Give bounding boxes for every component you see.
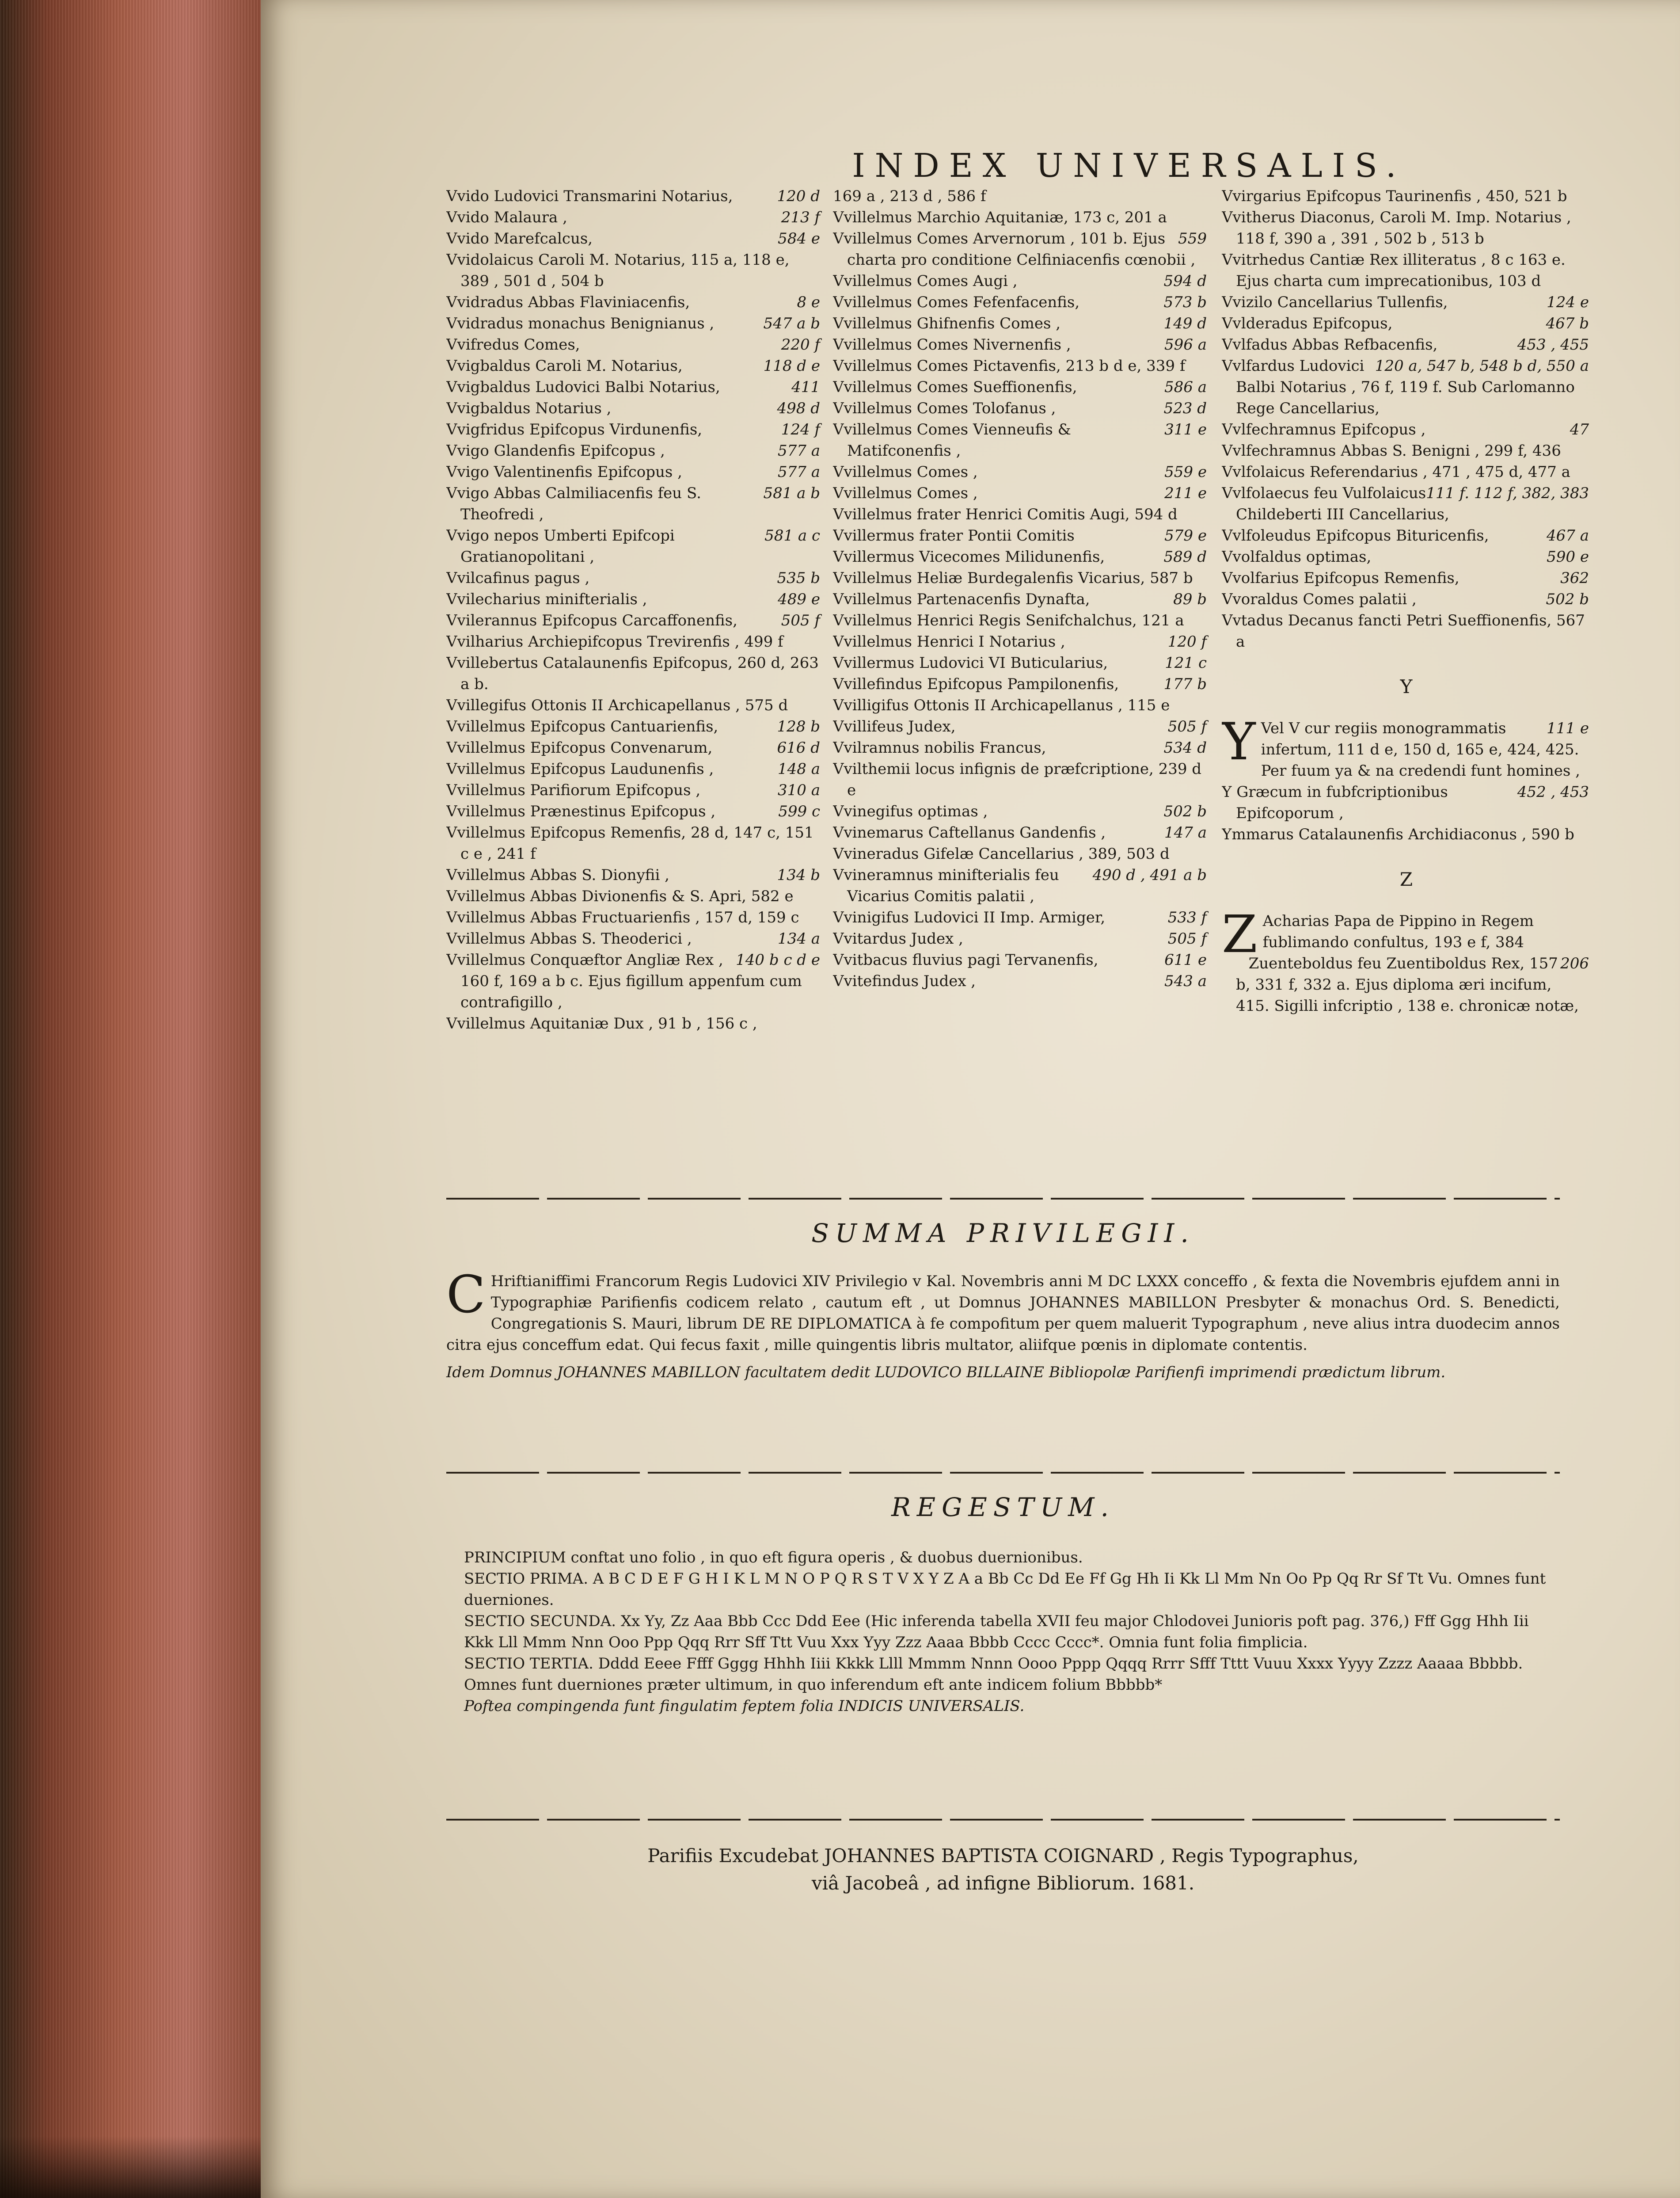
entry-ref: 584 e bbox=[778, 230, 820, 248]
entry-ref: 311 e bbox=[1164, 421, 1207, 438]
entry-ref: 453 , 455 bbox=[1517, 336, 1589, 354]
entry-ref: 411 bbox=[791, 378, 820, 396]
index-entry bbox=[446, 758, 822, 780]
index-entry bbox=[833, 674, 1209, 695]
entry-ref: 111 e bbox=[1547, 720, 1589, 737]
entry-term: Vvlfardus Ludovici Balbi Notarius , 76 f, 119 f. Sub Carlomanno Rege Cancellarius, bbox=[1222, 357, 1575, 417]
entry-term: Vvido Ludovici Transmarini Notarius, bbox=[446, 187, 733, 205]
index-entry bbox=[446, 928, 822, 949]
index-entry bbox=[833, 758, 1209, 801]
entry-term: Vvillermus Vicecomes Milidunenfis, bbox=[833, 548, 1105, 566]
index-entry bbox=[446, 949, 822, 1013]
entry-term: Vvillelmus Prænestinus Epifcopus , bbox=[446, 803, 716, 820]
section-divider bbox=[446, 1814, 1560, 1825]
index-list-y bbox=[1222, 712, 1591, 845]
index-entry bbox=[833, 546, 1209, 568]
entry-term: Vvilerannus Epifcopus Carcaffonenfis, bbox=[446, 612, 737, 629]
index-entry bbox=[446, 780, 822, 801]
entry-term: Vvillelmus Henrici I Notarius , bbox=[833, 633, 1065, 651]
section-divider bbox=[446, 1193, 1560, 1204]
index-entry bbox=[446, 313, 822, 334]
entry-term: Vvoraldus Comes palatii , bbox=[1222, 590, 1417, 608]
entry-ref: 589 d bbox=[1163, 548, 1207, 566]
entry-ref: 467 a bbox=[1547, 527, 1589, 545]
drop-cap: Z bbox=[1222, 905, 1258, 964]
entry-term: Vvillermus Ludovici VI Buticularius, bbox=[833, 654, 1108, 672]
entry-ref: 147 a bbox=[1164, 824, 1207, 842]
index-entry bbox=[446, 228, 822, 249]
entry-term: Vvlfolaecus feu Vulfolaicus Childeberti III Cancellarius, bbox=[1222, 484, 1449, 523]
entry-ref: 535 b bbox=[777, 569, 820, 587]
index-column-2 bbox=[833, 186, 1209, 1167]
index-entry bbox=[446, 186, 822, 207]
entry-term: Vvlfechramnus Epifcopus , bbox=[1222, 421, 1426, 438]
entry-term: Vvinemarus Caftellanus Gandenfis , bbox=[833, 824, 1106, 842]
entry-term: Vvolfaldus optimas, bbox=[1222, 548, 1372, 566]
index-entry bbox=[446, 440, 822, 461]
entry-ref: 505 f bbox=[781, 612, 820, 629]
entry-ref: 543 a bbox=[1164, 972, 1207, 990]
entry-ref: 149 d bbox=[1163, 315, 1207, 332]
entry-term: Vvillermus frater Pontii Comitis bbox=[833, 527, 1075, 545]
entry-term: Vvillelmus Comes , bbox=[833, 463, 978, 481]
index-entry bbox=[833, 568, 1209, 589]
index-entry bbox=[833, 355, 1209, 377]
index-entry bbox=[446, 355, 822, 377]
entry-ref: 581 a c bbox=[764, 527, 820, 545]
index-entry bbox=[446, 610, 822, 631]
entry-ref: 148 a bbox=[778, 760, 820, 778]
index-entry bbox=[446, 631, 822, 652]
entry-term: Vvillefindus Epifcopus Pampilonenfis, bbox=[833, 675, 1119, 693]
index-column-3 bbox=[1222, 186, 1591, 1167]
entry-term: Vvigbaldus Ludovici Balbi Notarius, bbox=[446, 378, 720, 396]
book-page bbox=[261, 0, 1680, 2198]
entry-term: Vvlfolaicus Referendarius , 471 , 475 d, 477 a bbox=[1222, 463, 1570, 481]
index-entry bbox=[446, 737, 822, 758]
entry-ref: 120 d bbox=[777, 187, 820, 205]
index-entry bbox=[1222, 483, 1591, 525]
index-entry bbox=[833, 270, 1209, 292]
entry-term: Y Græcum in fubfcriptionibus Epifcoporum , bbox=[1222, 783, 1448, 822]
entry-ref: 599 c bbox=[778, 803, 820, 820]
index-entry bbox=[1222, 824, 1591, 845]
index-entry bbox=[833, 695, 1209, 716]
entry-term: Vvlfechramnus Abbas S. Benigni , 299 f, 436 bbox=[1222, 442, 1561, 460]
entry-term: Vvineramnus minifterialis feu Vicarius Comitis palatii , bbox=[833, 866, 1059, 905]
drop-cap: C bbox=[446, 1265, 486, 1325]
index-entry bbox=[833, 207, 1209, 228]
entry-term: Vvigbaldus Notarius , bbox=[446, 400, 612, 417]
index-entry bbox=[833, 907, 1209, 928]
entry-ref: 490 d , 491 a b bbox=[1092, 866, 1207, 884]
entry-term: Vvillelmus Epifcopus Remenfis, 28 d, 147 c, 151 c e , 241 f bbox=[446, 824, 814, 863]
index-entry bbox=[833, 313, 1209, 334]
index-entry bbox=[1222, 313, 1591, 334]
privilege-text bbox=[446, 1265, 1560, 1389]
entry-term: Vvlfoleudus Epifcopus Bituricenfis, bbox=[1222, 527, 1489, 545]
index-entry bbox=[1222, 355, 1591, 419]
entry-term: Vvtadus Decanus fancti Petri Sueffionenfis, 567 a bbox=[1222, 612, 1585, 651]
entry-term: Vvillelmus Comes Nivernenfis , bbox=[833, 336, 1071, 354]
entry-term: Vvillebertus Catalaunenfis Epifcopus, 260 d, 263 a b. bbox=[446, 654, 819, 693]
section-divider bbox=[446, 1467, 1560, 1478]
entry-ref: 523 d bbox=[1163, 400, 1207, 417]
entry-ref: 559 e bbox=[1164, 463, 1207, 481]
index-list-z bbox=[1222, 905, 1591, 1017]
index-entry bbox=[1222, 292, 1591, 313]
index-entry bbox=[833, 737, 1209, 758]
index-entry bbox=[1222, 589, 1591, 610]
entry-term: Vvineradus Gifelæ Cancellarius , 389, 503 d bbox=[833, 845, 1170, 863]
index-entry bbox=[1222, 249, 1591, 292]
index-entry bbox=[833, 801, 1209, 822]
entry-term: Vvillelmus Comes Augi , bbox=[833, 272, 1018, 290]
index-entry bbox=[1222, 334, 1591, 355]
index-entry bbox=[833, 525, 1209, 546]
entry-ref: 594 d bbox=[1163, 272, 1207, 290]
entry-term: Vvillelmus Epifcopus Laudunenfis , bbox=[446, 760, 714, 778]
entry-ref: 124 e bbox=[1547, 293, 1589, 311]
entry-ref: 213 f bbox=[781, 209, 820, 226]
entry-term: Vvillelmus Abbas S. Theoderici , bbox=[446, 930, 692, 948]
entry-term: Vvlfadus Abbas Refbacenfis, bbox=[1222, 336, 1438, 354]
regestum-line: SECTIO SECUNDA. Xx Yy, Zz Aaa Bbb Ccc Ddd Eee (Hic inferenda tabella XVII feu major Chlodovei Junioris poft pag. 376,) Fff Ggg Hhh Iii Kkk Lll Mmm Nnn Ooo Ppp Qqq Rrr Sff Ttt Vuu Xxx Yyy Zzz Aaaa Bbbb Cccc Cccc*. Omnia funt folia fimplicia. bbox=[464, 1612, 1529, 1651]
index-entry bbox=[833, 716, 1209, 737]
entry-term: Vvinigifus Ludovici II Imp. Armiger, bbox=[833, 909, 1106, 926]
entry-term: Vvidradus monachus Benignianus , bbox=[446, 315, 715, 332]
entry-ref: 128 b bbox=[777, 718, 820, 735]
privilege-body: Hriftianiffimi Francorum Regis Ludovici XIV Privilegio v Kal. Novembris anni M DC LXXX conceffo , & fexta die Novembris ejufdem anni in Typographiæ Parifienfis codicem relato , cautum eft , ut Domnus JOHANNES MABILLON Presbyter & monachus Ord. S. Benedicti, Congregationis S. Mauri, librum DE RE DIPLOMATICA à fe compofitum per quem maluerit Typographum , neve alius intra duodecim annos citra ejus conceffum edat. Qui fecus faxit , mille quingentis libris multator, aliifque pœnis in diplomate contentis. bbox=[446, 1272, 1560, 1354]
entry-ref: 616 d bbox=[777, 739, 820, 757]
entry-term: Vvidradus Abbas Flaviniacenfis, bbox=[446, 293, 690, 311]
index-entry bbox=[833, 631, 1209, 652]
entry-term: Vvitherus Diaconus, Caroli M. Imp. Notarius , 118 f, 390 a , 391 , 502 b , 513 b bbox=[1222, 209, 1571, 248]
entry-term: Vvitefindus Judex , bbox=[833, 972, 976, 990]
entry-ref: 89 b bbox=[1173, 590, 1207, 608]
index-entry bbox=[446, 292, 822, 313]
index-entry bbox=[833, 822, 1209, 843]
index-entry bbox=[1222, 610, 1591, 652]
entry-term: Vel V cur regiis monogrammatis infertum, 111 d e, 150 d, 165 e, 424, 425. Per fuum ya & na credendi funt homines , bbox=[1261, 720, 1580, 780]
index-entry bbox=[446, 419, 822, 440]
entry-term: Vvigfridus Epifcopus Virdunenfis, bbox=[446, 421, 703, 438]
entry-ref: 590 e bbox=[1547, 548, 1589, 566]
entry-term: Vvillelmus Comes Arvernorum , 101 b. Ejus charta pro conditione Celfiniacenfis cœnobii , bbox=[833, 230, 1196, 269]
entry-term: Vvillelmus Abbas Fructuarienfis , 157 d, 159 c bbox=[446, 909, 799, 926]
entry-ref: 120 f bbox=[1167, 633, 1207, 651]
entry-ref: 206 bbox=[1560, 955, 1589, 972]
index-entry bbox=[446, 716, 822, 737]
entry-term: Vvinegifus optimas , bbox=[833, 803, 988, 820]
summa-privilegii-title: SUMMA PRIVILEGII. bbox=[811, 1218, 1195, 1248]
entry-term: Vvillelmus Aquitaniæ Dux , 91 b , 156 c , bbox=[446, 1015, 757, 1032]
index-entry bbox=[833, 949, 1209, 971]
entry-term: Vvillelmus Henrici Regis Senifchalchus, 121 a bbox=[833, 612, 1184, 629]
imprint-line-1: Parifiis Excudebat JOHANNES BAPTISTA COIGNARD , Regis Typographus, bbox=[647, 1845, 1359, 1867]
section-letter-z: Z bbox=[1399, 869, 1413, 890]
entry-ref: 120 a, 547 b, 548 b d, 550 a bbox=[1375, 357, 1589, 375]
index-entry bbox=[833, 589, 1209, 610]
index-entry bbox=[833, 398, 1209, 419]
drop-cap: Y bbox=[1222, 712, 1256, 772]
entry-term: Vvillelmus Parifiorum Epifcopus , bbox=[446, 781, 701, 799]
entry-ref: 581 a b bbox=[763, 484, 820, 502]
entry-ref: 547 a b bbox=[763, 315, 820, 332]
entry-term: Vvitardus Judex , bbox=[833, 930, 963, 948]
entry-ref: 8 e bbox=[797, 293, 820, 311]
entry-term: Acharias Papa de Pippino in Regem fublimando confultus, 193 e f, 384 bbox=[1262, 912, 1534, 951]
regestum-line: SECTIO PRIMA. A B C D E F G H I K L M N O P Q R S T V X Y Z A a Bb Cc Dd Ee Ff Gg Hh Ii Kk Ll Mm Nn Oo Pp Qq Rr Sf Tt Vu. Omnes funt duerniones. bbox=[464, 1570, 1546, 1609]
entry-ref: 140 b c d e bbox=[736, 951, 820, 969]
index-entry bbox=[446, 461, 822, 483]
index-entry bbox=[1222, 953, 1591, 1017]
index-entry bbox=[446, 1013, 822, 1034]
entry-term: Vvido Malaura , bbox=[446, 209, 567, 226]
index-column-1 bbox=[446, 186, 822, 1167]
privilege-paragraph bbox=[446, 1265, 1560, 1356]
index-entry bbox=[446, 589, 822, 610]
entry-term: Vvigo Valentinenfis Epifcopus , bbox=[446, 463, 682, 481]
entry-term: Vvillelmus Conquæftor Angliæ Rex , 160 f, 169 a b c. Ejus figillum appenfum cum contrafigillo , bbox=[446, 951, 802, 1011]
index-entry bbox=[833, 461, 1209, 483]
index-entry bbox=[446, 207, 822, 228]
entry-ref: 579 e bbox=[1164, 527, 1207, 545]
index-entry bbox=[446, 695, 822, 716]
entry-ref: 577 a bbox=[778, 463, 820, 481]
entry-term: Vvillelmus Abbas Divionenfis & S. Apri, 582 e bbox=[446, 888, 794, 905]
index-entry bbox=[446, 568, 822, 589]
entry-ref: 124 f bbox=[781, 421, 820, 438]
imprint-line-2: viâ Jacobeâ , ad infigne Bibliorum. 1681. bbox=[811, 1872, 1195, 1894]
index-entry bbox=[446, 865, 822, 886]
index-entry bbox=[446, 249, 822, 292]
index-entry bbox=[446, 377, 822, 398]
index-entry bbox=[446, 334, 822, 355]
entry-ref: 596 a bbox=[1164, 336, 1207, 354]
entry-ref: 611 e bbox=[1164, 951, 1207, 969]
entry-term: Vvillelmus Marchio Aquitaniæ, 173 c, 201 a bbox=[833, 209, 1167, 226]
index-entry bbox=[1222, 568, 1591, 589]
index-entry bbox=[1222, 525, 1591, 546]
regestum-line: Poftea compingenda funt fingulatim feptem folia INDICIS UNIVERSALIS. bbox=[464, 1697, 1025, 1715]
entry-term: Vvifredus Comes, bbox=[446, 336, 580, 354]
entry-ref: 452 , 453 bbox=[1517, 783, 1589, 801]
entry-ref: 502 b bbox=[1163, 803, 1207, 820]
entry-ref: 134 a bbox=[778, 930, 820, 948]
entry-term: Vvitbacus fluvius pagi Tervanenfis, bbox=[833, 951, 1098, 969]
entry-ref: 489 e bbox=[778, 590, 820, 608]
index-entry bbox=[833, 228, 1209, 270]
index-entry bbox=[833, 292, 1209, 313]
index-list-w bbox=[1222, 186, 1591, 652]
entry-ref: 586 a bbox=[1164, 378, 1207, 396]
running-header: INDEX UNIVERSALIS. bbox=[852, 147, 1406, 185]
entry-term: Vvillelmus Comes Pictavenfis, 213 b d e, 339 f bbox=[833, 357, 1186, 375]
index-entry bbox=[1222, 781, 1591, 824]
entry-term: Vvillifeus Judex, bbox=[833, 718, 956, 735]
entry-ref: 310 a bbox=[778, 781, 820, 799]
index-entry bbox=[833, 483, 1209, 504]
index-entry bbox=[446, 652, 822, 695]
entry-term: Vvilthemii locus infignis de præfcriptione, 239 d e bbox=[833, 760, 1202, 799]
index-entry bbox=[1222, 440, 1591, 461]
index-entry bbox=[446, 483, 822, 525]
entry-term: Vvillelmus Epifcopus Cantuarienfis, bbox=[446, 718, 718, 735]
entry-ref: 573 b bbox=[1163, 293, 1207, 311]
privilege-transfer: Idem Domnus JOHANNES MABILLON facultatem dedit LUDOVICO BILLAINE Bibliopolæ Parifienfi imprimendi prædictum librum. bbox=[446, 1364, 1446, 1381]
entry-term: Vvilecharius minifterialis , bbox=[446, 590, 647, 608]
index-entry bbox=[446, 907, 822, 928]
index-entry bbox=[833, 377, 1209, 398]
entry-term: Zuenteboldus feu Zuentiboldus Rex, 157 b, 331 f, 332 a. Ejus diploma æri incifum, 415. Sigilli infcriptio , 138 e. chronicæ notæ, bbox=[1236, 955, 1579, 1015]
section-letter-y: Y bbox=[1400, 676, 1413, 697]
regestum-block bbox=[446, 1547, 1560, 1717]
entry-term: Vvirgarius Epifcopus Taurinenfis , 450, 521 b bbox=[1222, 187, 1567, 205]
entry-ref: 111 f. 112 f, 382, 383 bbox=[1426, 484, 1589, 502]
index-entry bbox=[446, 822, 822, 865]
index-entry bbox=[446, 398, 822, 419]
entry-term: Vvlderadus Epifcopus, bbox=[1222, 315, 1393, 332]
entry-term: Vvilharius Archiepifcopus Trevirenfis , 499 f bbox=[446, 633, 783, 651]
index-entry bbox=[833, 652, 1209, 674]
entry-ref: 502 b bbox=[1546, 590, 1589, 608]
entry-term: Vvillegifus Ottonis II Archicapellanus , 575 d bbox=[446, 697, 788, 714]
index-entry bbox=[833, 928, 1209, 949]
index-entry bbox=[833, 610, 1209, 631]
entry-term: Vvidolaicus Caroli M. Notarius, 115 a, 118 e, 389 , 501 d , 504 b bbox=[446, 251, 790, 290]
entry-term: Vvillelmus Comes , bbox=[833, 484, 978, 502]
entry-term: Vvillelmus Comes Sueffionenfis, bbox=[833, 378, 1077, 396]
entry-term: Vvigo Glandenfis Epifcopus , bbox=[446, 442, 665, 460]
entry-term: Vvigo Abbas Calmiliacenfis feu S. Theofredi , bbox=[446, 484, 701, 523]
entry-ref: 533 f bbox=[1167, 909, 1207, 926]
regestum-line: PRINCIPIUM conftat uno folio , in quo eft figura operis , & duobus duernionibus. bbox=[464, 1549, 1083, 1566]
index-entry bbox=[1222, 186, 1591, 207]
entry-term: Vvigo nepos Umberti Epifcopi Gratianopolitani , bbox=[446, 527, 675, 566]
entry-term: Vvitrhedus Cantiæ Rex illiteratus , 8 c 163 e. Ejus charta cum imprecationibus, 103 d bbox=[1222, 251, 1566, 290]
entry-term: Vvolfarius Epifcopus Remenfis, bbox=[1222, 569, 1460, 587]
index-entry bbox=[1222, 546, 1591, 568]
entry-term: Vvillelmus frater Henrici Comitis Augi, 594 d bbox=[833, 506, 1178, 523]
entry-term: Vvillelmus Epifcopus Convenarum, bbox=[446, 739, 713, 757]
entry-term: Ymmarus Catalaunenfis Archidiaconus , 590 b bbox=[1222, 826, 1574, 843]
entry-ref: 534 d bbox=[1163, 739, 1207, 757]
index-entry bbox=[446, 886, 822, 907]
entry-term: Vvilligifus Ottonis II Archicapellanus , 115 e bbox=[833, 697, 1170, 714]
book-page-edges bbox=[0, 0, 265, 2198]
entry-term: Vvilramnus nobilis Francus, bbox=[833, 739, 1046, 757]
entry-ref: 121 c bbox=[1165, 654, 1207, 672]
index-entry bbox=[446, 525, 822, 568]
index-entry bbox=[833, 865, 1209, 907]
regestum-line: SECTIO TERTIA. Dddd Eeee Ffff Gggg Hhhh Iiii Kkkk Llll Mmmm Nnnn Oooo Pppp Qqqq Rrrr Sfff Tttt Vuuu Xxxx Yyyy Zzzz Aaaaa Bbbbb. Omnes funt duerniones præter ultimum, in quo inferendum eft ante indicem folium Bbbbb* bbox=[464, 1655, 1523, 1694]
index-entry bbox=[1222, 419, 1591, 440]
index-entry bbox=[833, 419, 1209, 461]
entry-ref: 505 f bbox=[1167, 930, 1207, 948]
entry-term: Vvilcafinus pagus , bbox=[446, 569, 590, 587]
index-entry bbox=[833, 186, 1209, 207]
index-entry bbox=[833, 504, 1209, 525]
index-entry bbox=[833, 334, 1209, 355]
entry-ref: 47 bbox=[1570, 421, 1589, 438]
index-entry bbox=[833, 843, 1209, 865]
entry-term: Vvido Marefcalcus, bbox=[446, 230, 593, 248]
entry-ref: 505 f bbox=[1167, 718, 1207, 735]
index-entry bbox=[446, 801, 822, 822]
entry-ref: 134 b bbox=[777, 866, 820, 884]
entry-term: Vvillelmus Comes Fefenfacenfis, bbox=[833, 293, 1080, 311]
entry-ref: 211 e bbox=[1164, 484, 1207, 502]
entry-term: Vvillelmus Comes Tolofanus , bbox=[833, 400, 1056, 417]
entry-ref: 118 d e bbox=[763, 357, 820, 375]
entry-ref: 177 b bbox=[1163, 675, 1207, 693]
entry-term: Vvillelmus Abbas S. Dionyfii , bbox=[446, 866, 669, 884]
entry-ref: 559 bbox=[1178, 230, 1207, 248]
index-entry bbox=[833, 971, 1209, 992]
entry-term: 169 a , 213 d , 586 f bbox=[833, 187, 986, 205]
regestum-title: REGESTUM. bbox=[891, 1492, 1115, 1522]
index-entry bbox=[1222, 207, 1591, 249]
entry-term: Vvillelmus Comes Vienneufis & Matifconenfis , bbox=[833, 421, 1071, 460]
entry-term: Vvigbaldus Caroli M. Notarius, bbox=[446, 357, 683, 375]
index-entry bbox=[1222, 461, 1591, 483]
entry-ref: 220 f bbox=[781, 336, 820, 354]
entry-term: Vvillelmus Heliæ Burdegalenfis Vicarius, 587 b bbox=[833, 569, 1193, 587]
entry-term: Vvizilo Cancellarius Tullenfis, bbox=[1222, 293, 1448, 311]
entry-ref: 577 a bbox=[778, 442, 820, 460]
entry-ref: 467 b bbox=[1546, 315, 1589, 332]
index-entry bbox=[1222, 712, 1591, 781]
entry-term: Vvillelmus Partenacenfis Dynafta, bbox=[833, 590, 1090, 608]
entry-term: Vvillelmus Ghifnenfis Comes , bbox=[833, 315, 1061, 332]
entry-ref: 498 d bbox=[777, 400, 820, 417]
entry-ref: 362 bbox=[1560, 569, 1589, 587]
